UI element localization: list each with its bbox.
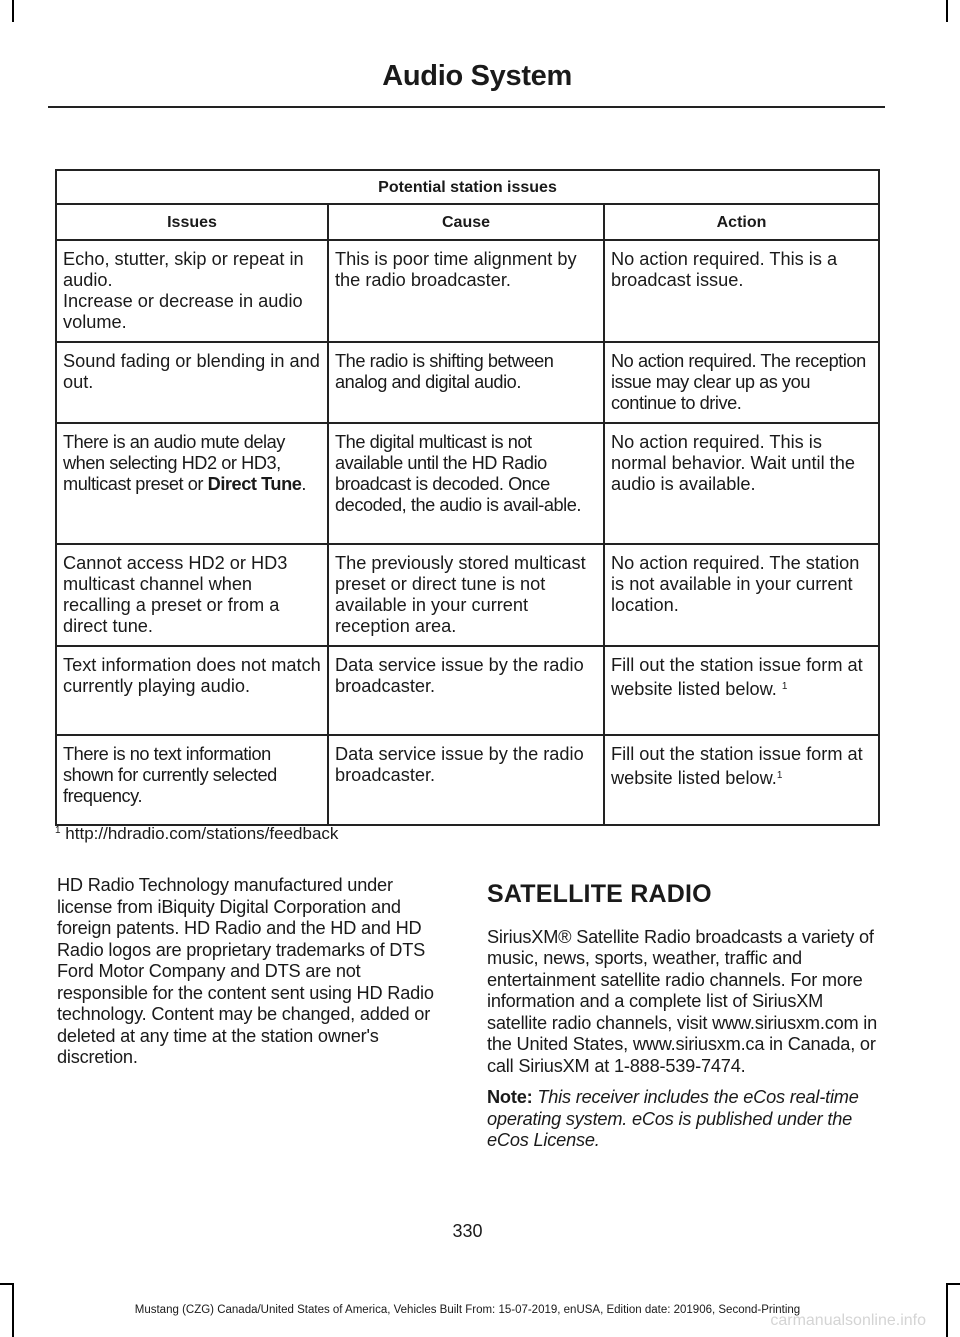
header-rule (48, 106, 885, 108)
station-issues-table (55, 169, 880, 826)
table-row (56, 423, 879, 544)
table-row (56, 544, 879, 646)
column-header-issues: Issues (56, 204, 328, 240)
satellite-radio-heading: SATELLITE RADIO (487, 880, 712, 908)
crop-mark-bottom-right-h (946, 1283, 960, 1285)
issue-cell: Text information does not match currently playing audio. (56, 646, 328, 735)
footnote-ref: 1 (781, 681, 788, 692)
footnote (55, 824, 338, 844)
issue-cell: Sound fading or blending in and out. (56, 342, 328, 423)
action-cell: No action required. The reception issue may clear up as you continue to drive. (604, 342, 879, 423)
right-column (487, 880, 882, 1162)
column-header-cause: Cause (328, 204, 604, 240)
note-text: This receiver includes the eCos real-time operating system. eCos is published under the eCos License. (487, 1087, 859, 1150)
cause-cell: The previously stored multicast preset or direct tune is not available in your current reception area. (328, 544, 604, 646)
crop-mark-bottom-left-h (0, 1283, 14, 1285)
note-label: Note: (487, 1087, 533, 1107)
issue-cell: There is no text information shown for currently selected frequency. (56, 735, 328, 825)
action-cell: No action required. The station is not available in your current location. (604, 544, 879, 646)
issue-line: Increase or decrease in audio volume. (63, 291, 303, 332)
action-text: Fill out the station issue form at website listed below. (611, 655, 863, 699)
table-header-row (56, 204, 879, 240)
issue-text-end: . (301, 474, 306, 494)
issue-cell (56, 423, 328, 544)
footnote-ref: 1 (776, 770, 783, 781)
left-column (57, 875, 452, 1079)
cause-cell: This is poor time alignment by the radio broadcaster. (328, 240, 604, 342)
crop-mark-top-right (946, 0, 948, 22)
crop-mark-top-left (12, 0, 14, 22)
note-paragraph (487, 1087, 882, 1152)
direct-tune-label: Direct Tune (207, 474, 302, 494)
cause-cell: The radio is shifting between analog and digital audio. (328, 342, 604, 423)
action-cell: No action required. This is a broadcast issue. (604, 240, 879, 342)
table-row (56, 240, 879, 342)
page-title: Audio System (382, 60, 572, 92)
issue-cell: Cannot access HD2 or HD3 multicast channel when recalling a preset or from a direct tune. (56, 544, 328, 646)
issue-text: There is an audio mute delay when selecting HD2 or HD3, multicast preset or (63, 432, 285, 494)
satellite-paragraph: SiriusXM® Satellite Radio broadcasts a variety of music, news, sports, weather, traffic and entertainment satellite radio channels. For more information and a complete list of SiriusXM satellite radio channels, visit www.siriusxm.com in the United States, www.siriusxm.ca in Canada, or call SiriusXM at 1-888-539-7474. (487, 926, 878, 1076)
footer-text: Mustang (CZG) Canada/United States of America, Vehicles Built From: 15-07-2019, enUSA, Edition date: 201906, Second-Printing (134, 1304, 801, 1316)
table-row (56, 646, 879, 735)
table-caption: Potential station issues (56, 170, 879, 204)
action-cell: No action required. This is normal behavior. Wait until the audio is available. (604, 423, 879, 544)
cause-cell: Data service issue by the radio broadcaster. (328, 646, 604, 735)
crop-mark-bottom-right (946, 1283, 948, 1337)
watermark: carmanualsonline.info (770, 1312, 926, 1329)
footnote-url: http://hdradio.com/stations/feedback (65, 824, 339, 843)
action-text: Fill out the station issue form at website listed below. (611, 744, 863, 788)
hd-radio-paragraph: HD Radio Technology manufactured under license from iBiquity Digital Corporation and foreign patents. HD Radio and the HD and HD Radio logos are proprietary trademarks of DTS Ford Motor Company and DTS are not responsible for the content sent using HD Radio technology. Content may be changed, added or deleted at any time at the station owner's discretion. (57, 875, 434, 1067)
page-number: 330 (452, 1221, 483, 1241)
column-header-action: Action (604, 204, 879, 240)
issue-line: Echo, stutter, skip or repeat in audio. (63, 249, 304, 290)
footnote-marker: 1 (55, 825, 61, 836)
table-row (56, 735, 879, 825)
action-cell (604, 735, 879, 825)
cause-cell: Data service issue by the radio broadcaster. (328, 735, 604, 825)
cause-cell: The digital multicast is not available until the HD Radio broadcast is decoded. Once decoded, the audio is avail-able. (328, 423, 604, 544)
action-cell (604, 646, 879, 735)
issue-cell (56, 240, 328, 342)
table-row (56, 342, 879, 423)
